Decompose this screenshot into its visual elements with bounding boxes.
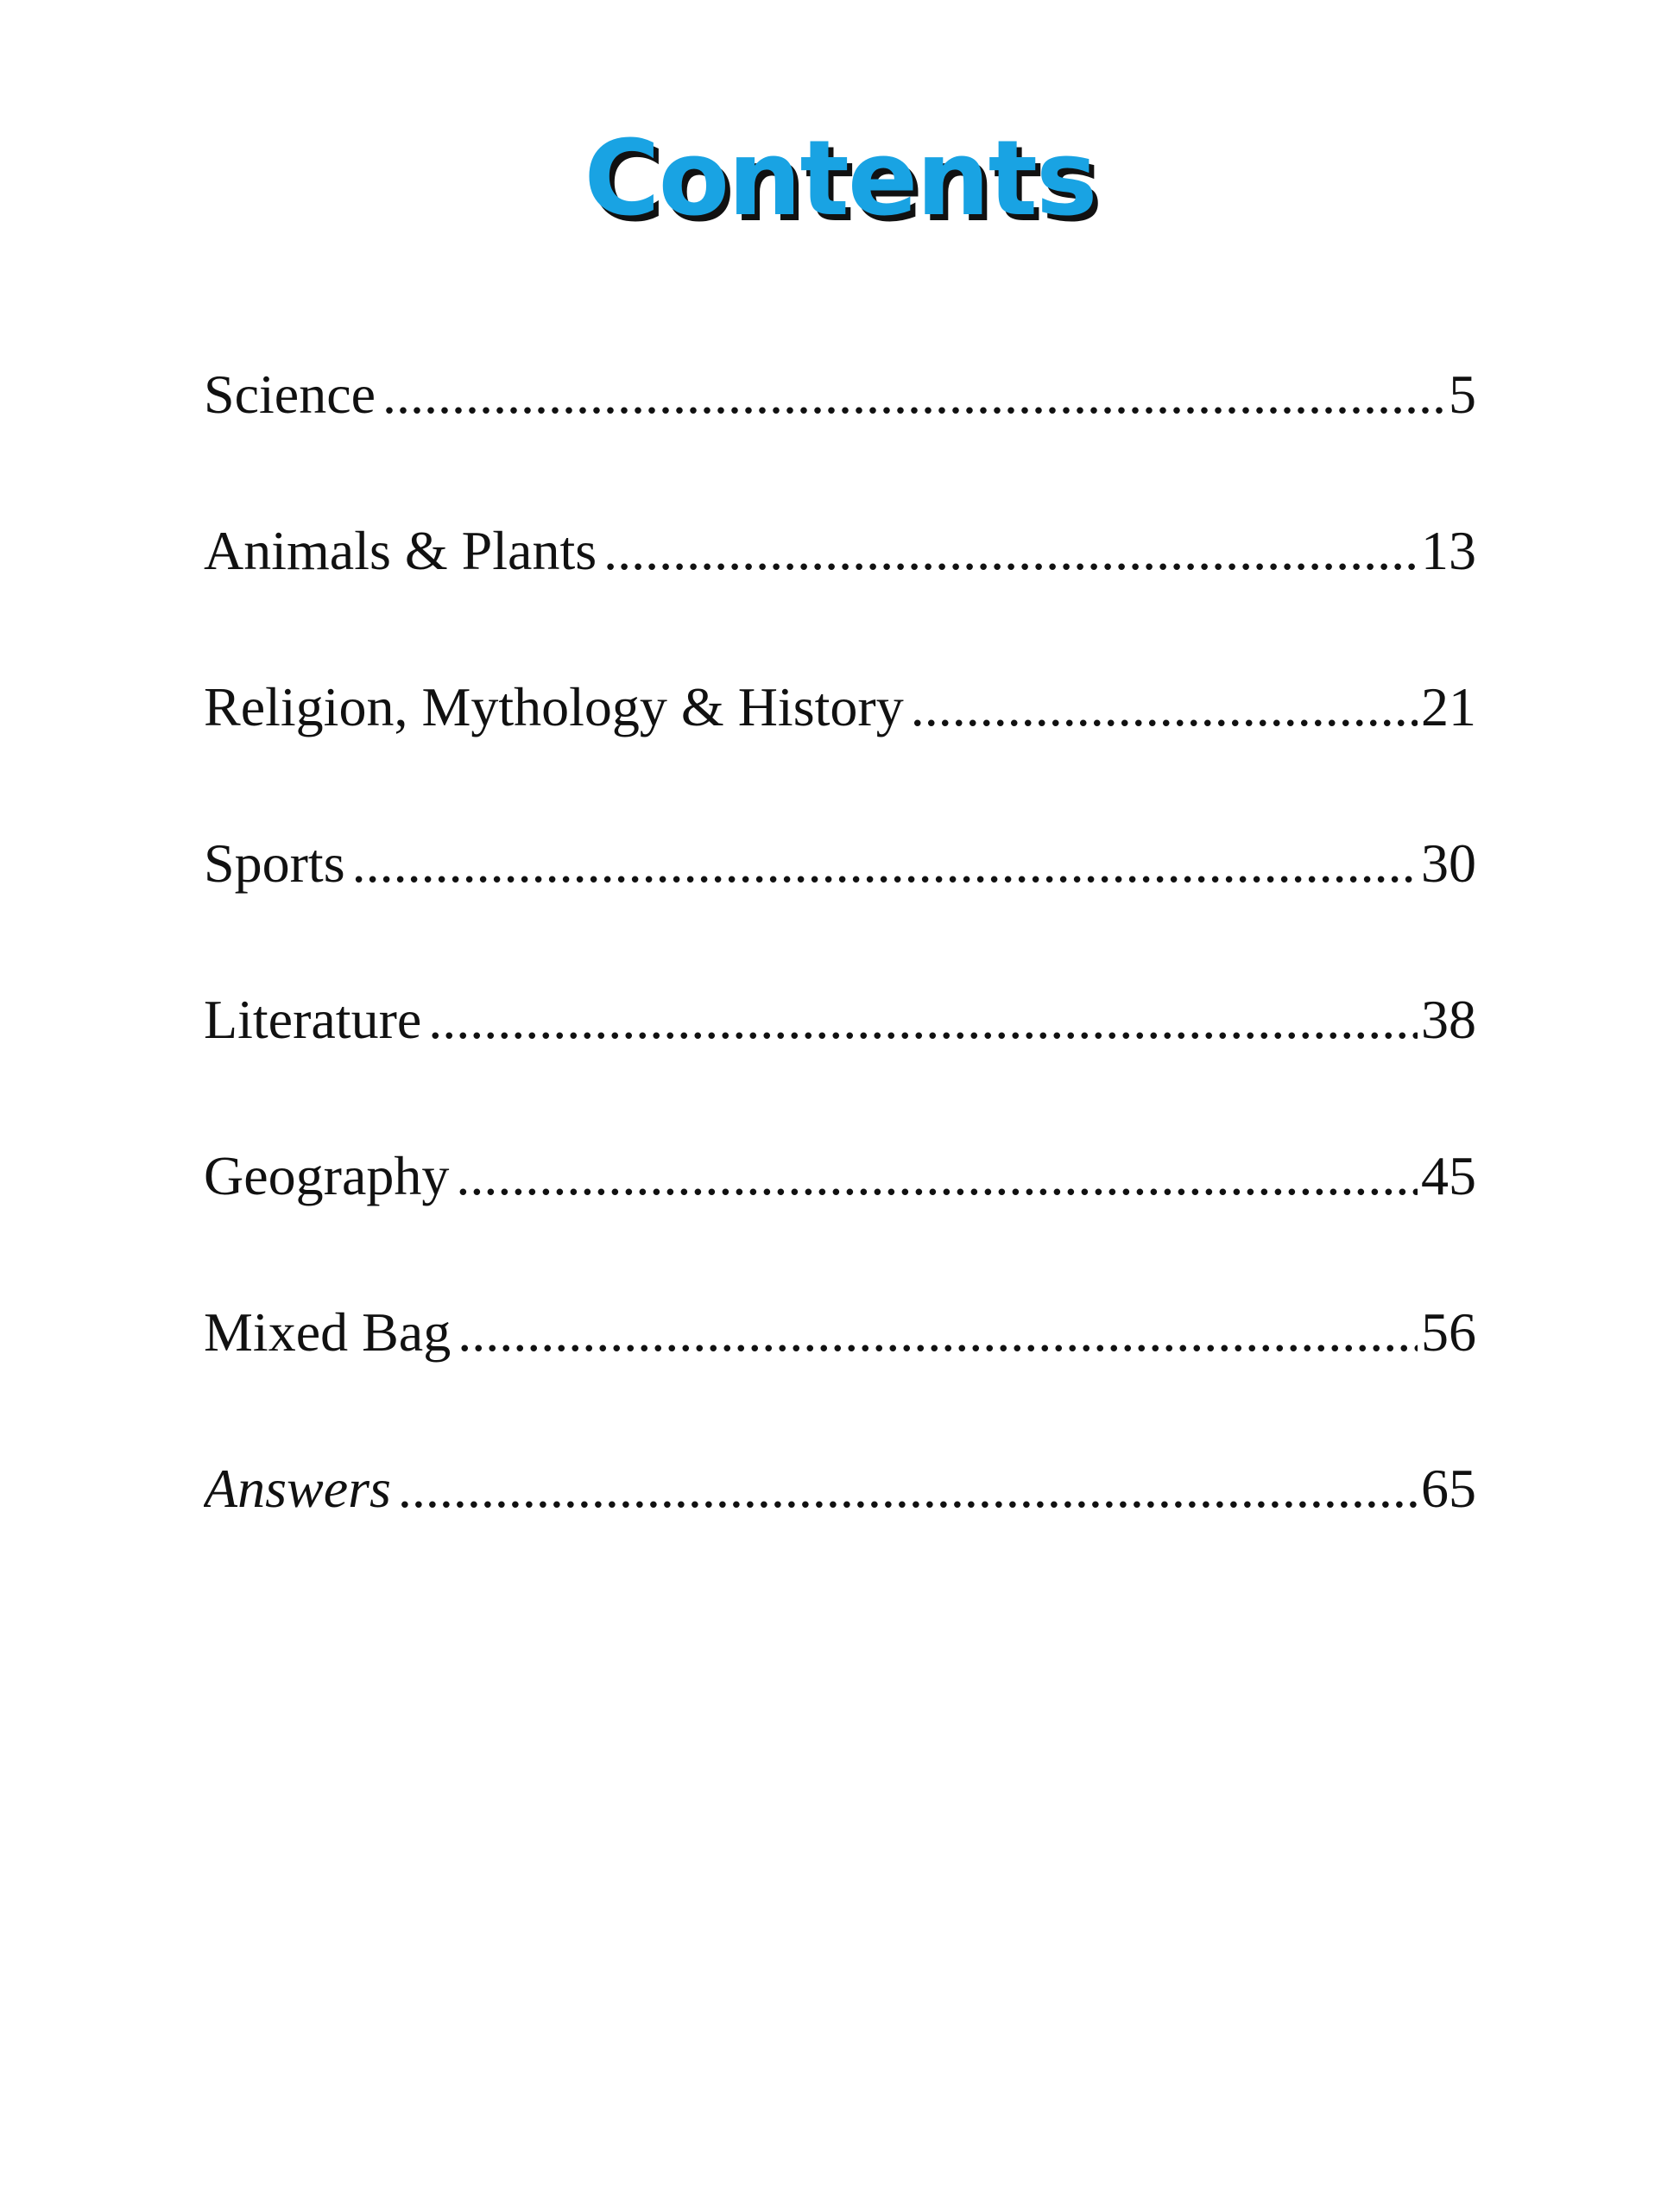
toc-entry-page-number: 38 [1421,989,1476,1050]
dot-leader [456,1144,1418,1208]
dot-leader [398,1457,1418,1521]
dot-leader [382,363,1445,427]
toc-entry-science [204,363,1476,519]
toc-entry-page-number: 13 [1421,520,1476,581]
toc-entry-page-number: 45 [1421,1145,1476,1206]
toc-entry-page-number: 21 [1421,676,1476,737]
toc-entry-label: Geography [204,1145,450,1206]
toc-entry-label: Animals & Plants [204,520,597,581]
toc-entry-label: Answers [204,1458,391,1519]
toc-entry-animals-plants [204,519,1476,675]
toc-entry-sports [204,832,1476,988]
dot-leader [603,519,1418,583]
toc-entry-page-number: 56 [1421,1301,1476,1363]
toc-entry-label: Religion, Mythology & History [204,676,904,737]
toc-entry-label: Sports [204,832,345,894]
toc-entry-page-number: 30 [1421,832,1476,894]
dot-leader [458,1300,1418,1364]
page-title: Contents [584,119,1096,239]
table-of-contents [204,363,1476,1613]
toc-entry-label: Mixed Bag [204,1301,452,1363]
toc-entry-literature [204,988,1476,1144]
dot-leader [428,988,1418,1052]
toc-entry-mixed-bag [204,1300,1476,1457]
toc-entry-label: Literature [204,989,422,1050]
toc-entry-geography [204,1144,1476,1300]
toc-entry-page-number: 5 [1449,364,1476,425]
toc-entry-label: Science [204,364,376,425]
toc-entry-page-number: 65 [1421,1458,1476,1519]
dot-leader [352,832,1418,895]
dot-leader [911,675,1418,739]
toc-entry-religion-mythology-history [204,675,1476,832]
toc-entry-answers [204,1457,1476,1613]
